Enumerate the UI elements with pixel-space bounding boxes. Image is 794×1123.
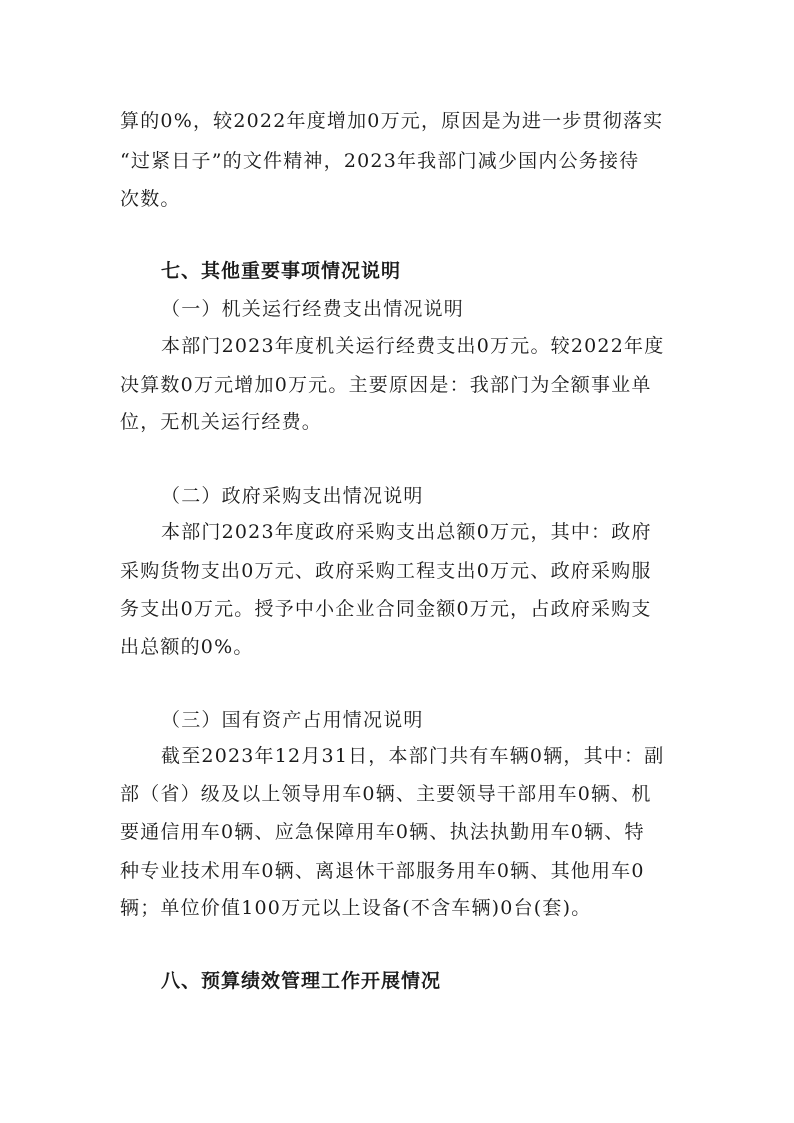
paragraph-line: 出总额的0%。 [120, 636, 254, 658]
paragraph-line: 位，无机关运行经费。 [120, 411, 323, 433]
paragraph-line: 决算数0万元增加0万元。主要原因是：我部门为全额事业单 [120, 374, 652, 396]
paragraph-line: 采购货物支出0万元、政府采购工程支出0万元、政府采购服 [120, 560, 652, 582]
paragraph-line: 本部门2023年度政府采购支出总额0万元，其中：政府 [161, 521, 652, 543]
subsection-heading: （一）机关运行经费支出情况说明 [161, 298, 465, 320]
paragraph-line: 次数。 [120, 188, 181, 210]
subsection-heading: （三）国有资产占用情况说明 [161, 709, 424, 731]
paragraph-line: 本部门2023年度机关运行经费支出0万元。较2022年度 [161, 335, 665, 357]
section-heading: 八、预算绩效管理工作开展情况 [161, 970, 442, 992]
paragraph-line: 要通信用车0辆、应急保障用车0辆、执法执勤用车0辆、特 [120, 821, 645, 843]
paragraph-line: 种专业技术用车0辆、离退休干部服务用车0辆、其他用车0 [120, 860, 645, 882]
section-heading: 七、其他重要事项情况说明 [161, 260, 402, 282]
subsection-heading: （二）政府采购支出情况说明 [161, 485, 424, 507]
paragraph-line: 务支出0万元。授予中小企业合同金额0万元，占政府采购支 [120, 598, 652, 620]
paragraph-line: 部（省）级及以上领导用车0辆、主要领导干部用车0辆、机 [120, 783, 652, 805]
paragraph-line: “过紧日子”的文件精神，2023年我部门减少国内公务接待 [120, 150, 640, 172]
paragraph-line: 辆；单位价值100万元以上设备(不含车辆)0台(套)。 [120, 897, 592, 919]
paragraph-line: 算的0%，较2022年度增加0万元，原因是为进一步贯彻落实 [120, 110, 664, 132]
paragraph-line: 截至2023年12月31日，本部门共有车辆0辆，其中：副 [161, 745, 665, 767]
